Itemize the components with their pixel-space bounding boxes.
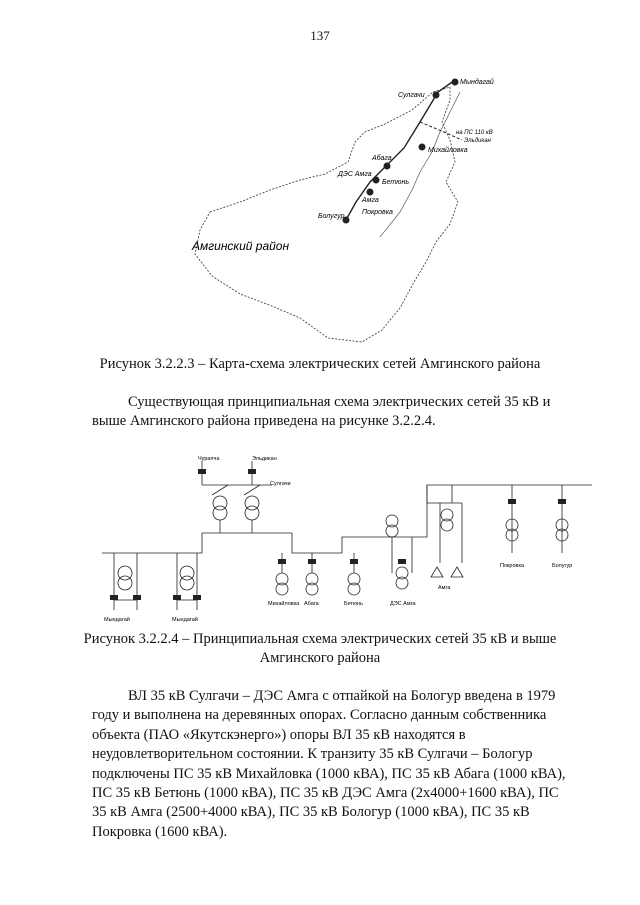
region-map [150,62,530,352]
map-label-amga: Амга [362,197,379,204]
map-line-label-1: на ПС 110 кВ [456,130,493,136]
paragraph-2-line-5: подключены ПС 35 кВ Михайловка (1000 кВА), ПС 35 кВ Абага (1000 кВА), [92,765,566,782]
map-label-sulgachi: Сулгачи [398,92,425,99]
scheme-label-amga: Амга [438,585,451,591]
map-label-bolugur: Болугур [318,213,345,220]
map-label-betyun: Бетюнь [382,179,409,186]
figure1-caption: Рисунок 3.2.2.3 – Карта-схема электрических сетей Амгинского района [99,356,541,372]
scheme-label-mikhailovka: Михайловка [268,601,300,607]
map-line-label-2: Эльдикан [464,138,491,144]
map-region-label: Амгинский район [192,239,290,253]
paragraph-2-line-4: неудовлетворительном состоянии. К транзиту 35 кВ Сулгачи – Бологур [92,746,533,763]
page-number: 137 [310,28,330,43]
scheme-top-label-churapcha: Чурапча [198,456,220,462]
paragraph-2 [92,687,592,842]
map-label-pokrovka: Покровка [362,209,393,216]
marker-myndagai [452,79,459,86]
paragraph-2-line-8: Покровка (1600 кВА). [92,823,228,840]
marker-mikhailovka [419,144,426,151]
map-label-mikhailovka: Михайловка [428,147,468,154]
paragraph-2-line-2: году и выполнена на деревянных опорах. Согласно данным собственника [92,707,547,724]
scheme-label-betyun: Бетюнь [344,601,364,607]
paragraph-2-line-6: ПС 35 кВ Бетюнь (1000 кВА), ПС 35 кВ ДЭС Амга (2х4000+1600 кВА), ПС [92,785,559,802]
marker-des-amga [373,177,380,184]
scheme-label-myndagai-2: Мындагай [172,617,198,623]
figure2-caption-line-2: Амгинского района [259,650,381,666]
figure2-caption [0,630,640,668]
scheme-top-label-sulgachi: Сулгачи [270,481,291,487]
scheme-top-label-eldikan: Эльдикан [252,456,277,462]
electrical-scheme [92,455,592,627]
marker-abaga [384,163,391,170]
map-label-myndagai: Мындагай [460,79,494,86]
scheme-label-myndagai-1: Мындагай [104,617,130,623]
paragraph-1-line-2: выше Амгинского района приведена на рисунке 3.2.2.4. [92,413,436,430]
paragraph-2-line-1: ВЛ 35 кВ Сулгачи – ДЭС Амга с отпайкой на Бологур введена в 1979 [128,688,556,704]
paragraph-2-line-7: 35 кВ Амга (2500+4000 кВА), ПС 35 кВ Бологур (1000 кВА), ПС 35 кВ [92,804,530,821]
paragraph-1-line-1: Существующая принципиальная схема электрических сетей 35 кВ и [128,394,551,410]
map-label-abaga: Абага [372,155,392,162]
map-label-des-amga: ДЭС Амга [338,171,372,178]
figure2-caption-line-1: Рисунок 3.2.2.4 – Принципиальная схема электрических сетей 35 кВ и выше [83,631,557,647]
scheme-label-pokrovka: Покровка [500,563,525,569]
paragraph-1 [92,393,592,432]
marker-sulgachi [433,92,440,99]
incoming-lines [202,461,252,485]
marker-amga [367,189,374,196]
scheme-label-des-amga: ДЭС Амга [390,601,416,607]
scheme-label-bolugur: Болугур [552,563,573,569]
scheme-label-abaga: Абага [304,601,319,607]
paragraph-2-line-3: объекта (ПАО «Якутскэнерго») опоры ВЛ 35 кВ находятся в [92,726,466,743]
